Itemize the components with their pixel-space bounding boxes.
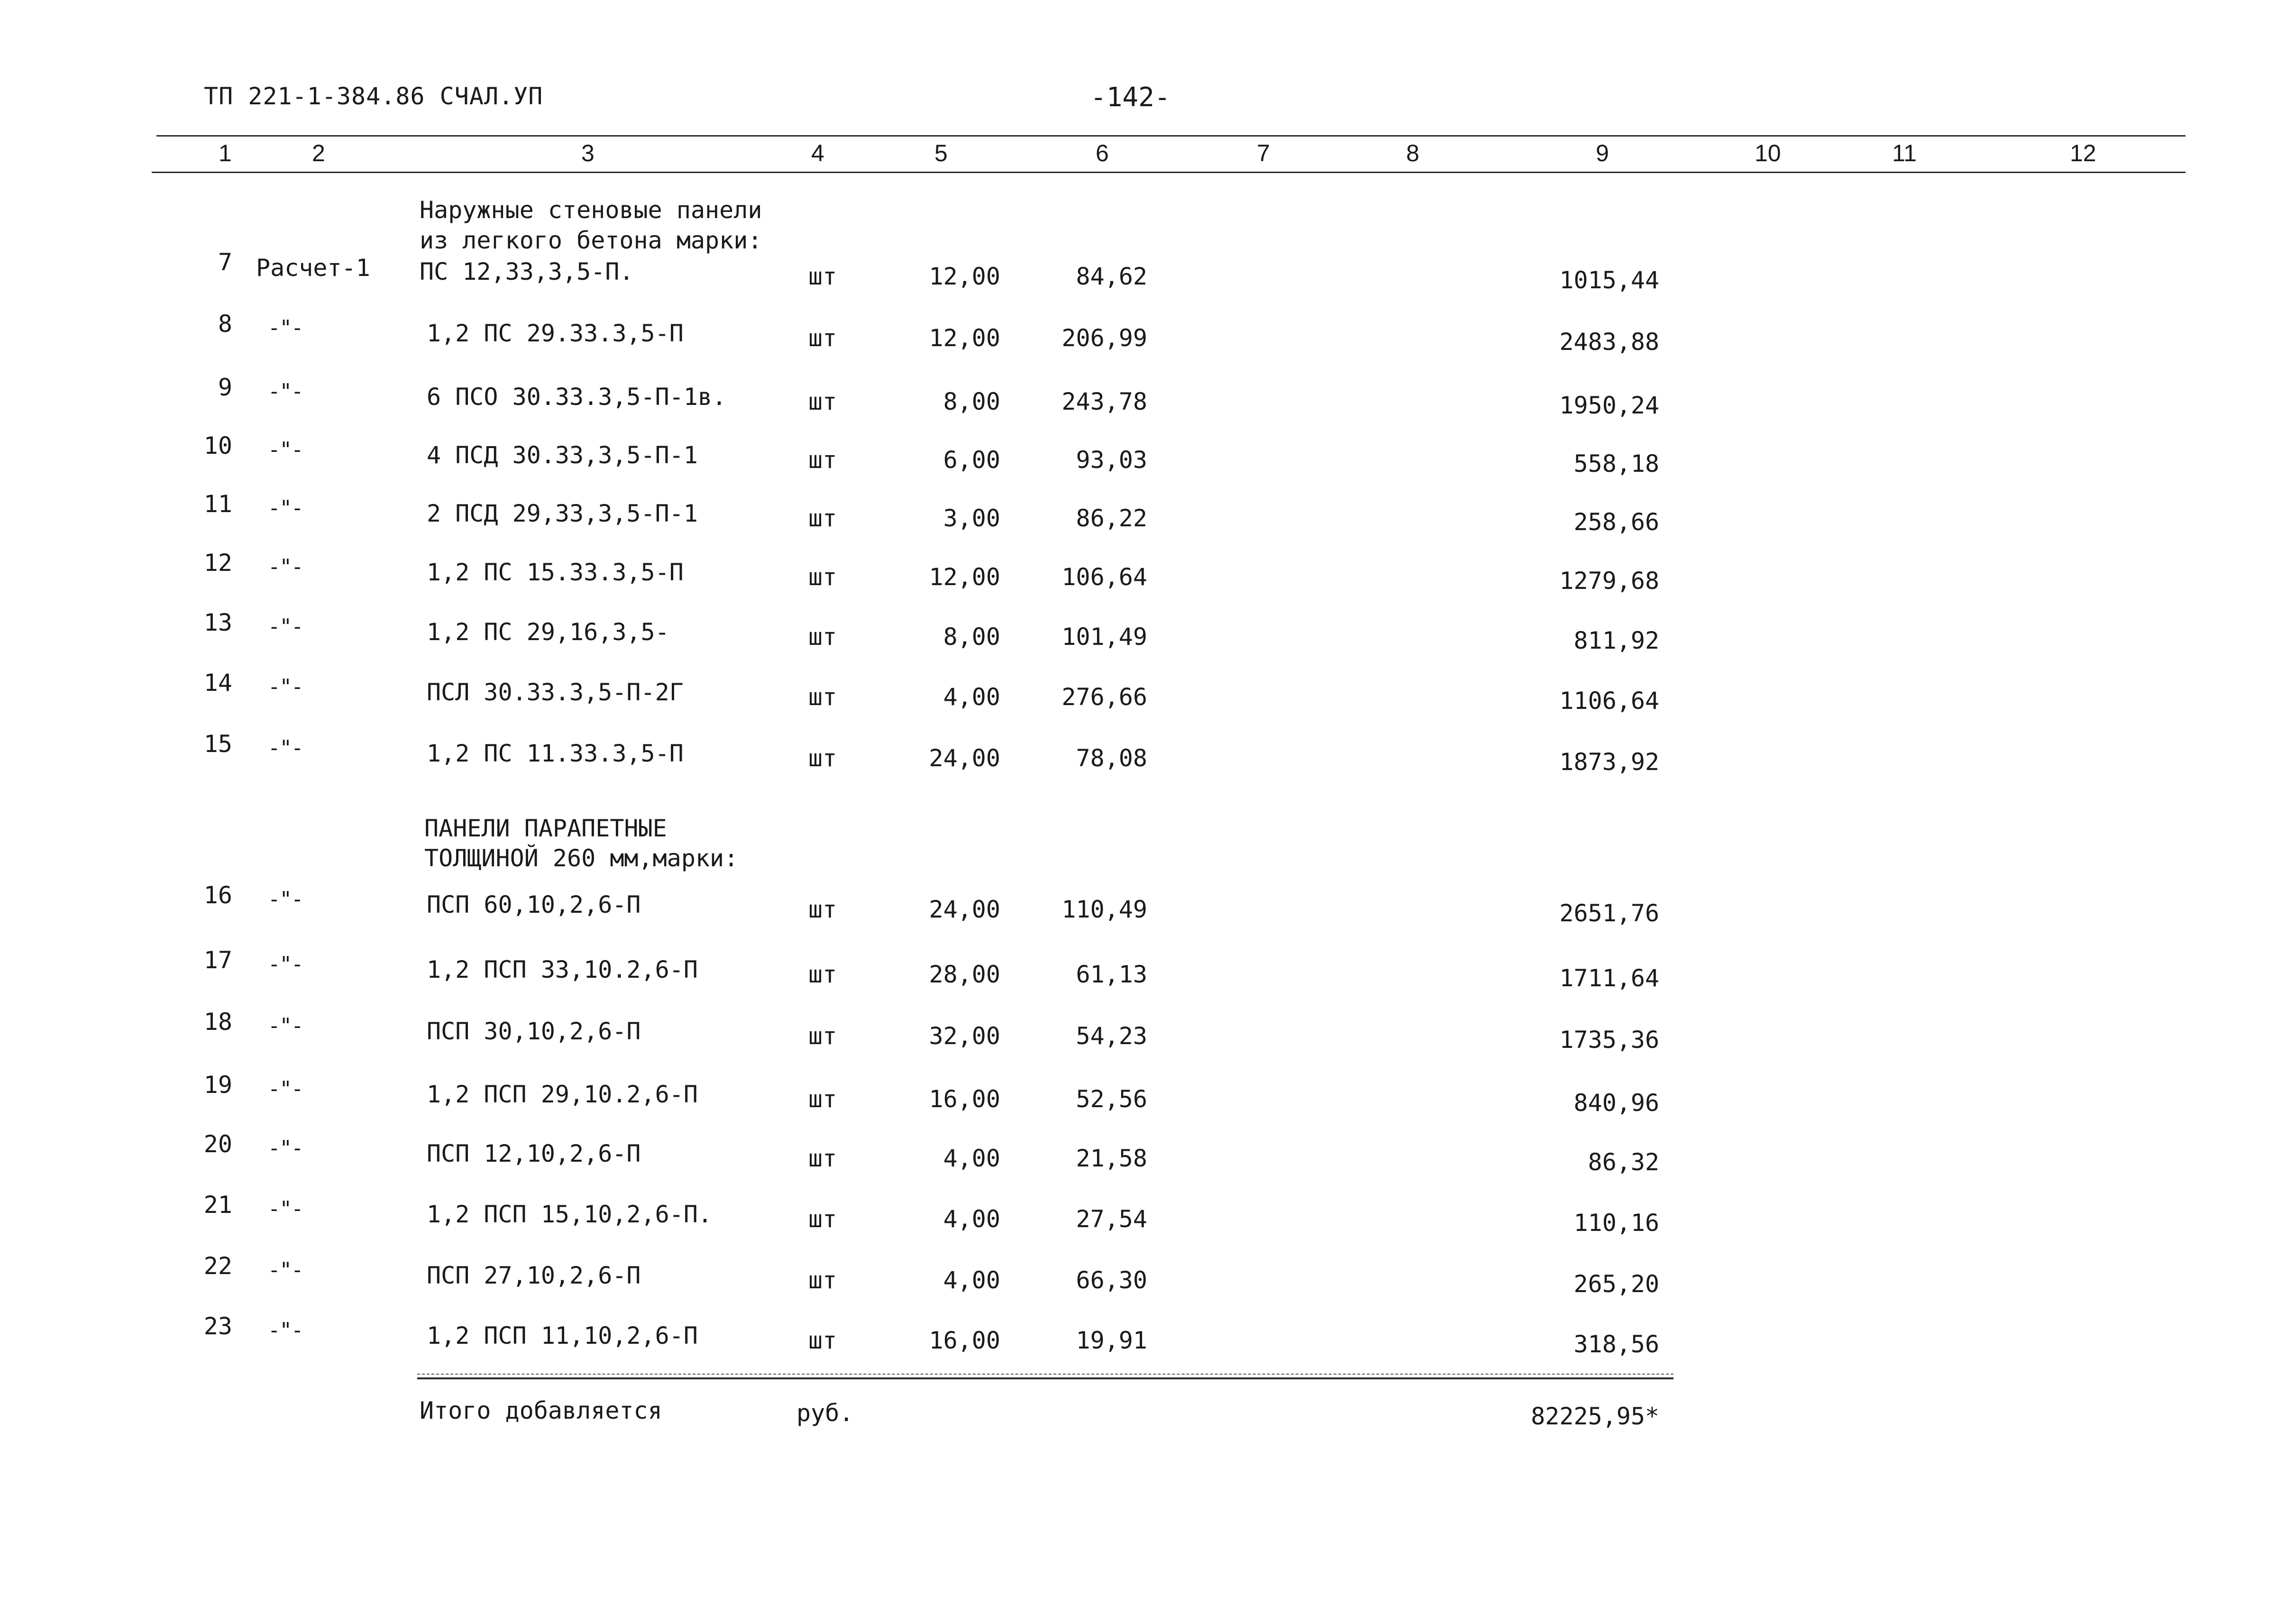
row-quantity: 8,00 xyxy=(943,623,1000,651)
row-unit: шт xyxy=(808,324,837,352)
row-quantity: 28,00 xyxy=(929,961,1000,988)
row-item-name: 1,2 ПС 29.33.3,5-П xyxy=(427,320,684,347)
column-number-3: 3 xyxy=(581,140,595,166)
row-quantity: 4,00 xyxy=(943,683,1000,711)
row-total: 1711,64 xyxy=(1559,964,1659,992)
row-unit-price: 27,54 xyxy=(1076,1205,1147,1233)
row-item-name: 4 ПСД 30.33,3,5-П-1 xyxy=(427,441,698,469)
row-basis: -"- xyxy=(268,1258,303,1282)
row-number: 12 xyxy=(203,549,232,577)
row-quantity: 12,00 xyxy=(929,563,1000,591)
row-number: 23 xyxy=(203,1312,232,1340)
row-unit-price: 78,08 xyxy=(1076,744,1147,772)
row-total: 1015,44 xyxy=(1559,266,1659,294)
row-unit: шт xyxy=(808,1085,837,1113)
column-number-5: 5 xyxy=(934,140,948,166)
row-unit: шт xyxy=(808,263,837,290)
row-basis: -"- xyxy=(268,316,303,340)
row-unit-price: 206,99 xyxy=(1061,324,1147,352)
row-item-name: ПСП 12,10,2,6-П xyxy=(427,1140,641,1167)
row-item-name: 2 ПСД 29,33,3,5-П-1 xyxy=(427,500,698,527)
row-number: 14 xyxy=(203,669,232,697)
row-number: 17 xyxy=(203,946,232,974)
row-quantity: 12,00 xyxy=(929,324,1000,352)
row-unit: шт xyxy=(808,563,837,591)
column-number-9: 9 xyxy=(1596,140,1609,166)
row-basis: -"- xyxy=(268,1077,303,1101)
row-number: 7 xyxy=(218,248,232,276)
section1-heading-line2: из легкого бетона марки: xyxy=(420,227,762,254)
page-number: -142- xyxy=(1090,82,1171,113)
row-basis: -"- xyxy=(268,736,303,760)
row-unit-price: 243,78 xyxy=(1061,388,1147,415)
column-number-6: 6 xyxy=(1096,140,1109,166)
row-total: 1950,24 xyxy=(1559,392,1659,419)
row-total: 1735,36 xyxy=(1559,1026,1659,1054)
row-item-name: 1,2 ПС 29,16,3,5- xyxy=(427,618,669,646)
row-unit: шт xyxy=(808,505,837,532)
row-unit-price: 86,22 xyxy=(1076,505,1147,532)
summary-dashed-rule xyxy=(417,1374,1674,1375)
row-number: 18 xyxy=(203,1008,232,1036)
section2-heading-line1: ПАНЕЛИ ПАРАПЕТНЫЕ xyxy=(424,815,667,842)
row-total: 1873,92 xyxy=(1559,748,1659,776)
row-unit-price: 276,66 xyxy=(1061,683,1147,711)
column-number-7: 7 xyxy=(1257,140,1270,166)
row-unit: шт xyxy=(808,623,837,651)
row-total: 265,20 xyxy=(1573,1270,1659,1298)
row-item-name: ПС 12,33,3,5-П. xyxy=(420,258,634,285)
column-number-4: 4 xyxy=(811,140,824,166)
row-unit-price: 106,64 xyxy=(1061,563,1147,591)
summary-label: Итого добавляется xyxy=(420,1397,662,1424)
row-total: 1279,68 xyxy=(1559,567,1659,595)
row-item-name: 1,2 ПСП 15,10,2,6-П. xyxy=(427,1201,713,1228)
row-quantity: 24,00 xyxy=(929,744,1000,772)
row-item-name: ПСП 30,10,2,6-П xyxy=(427,1018,641,1045)
row-basis: -"- xyxy=(268,1318,303,1342)
row-unit-price: 21,58 xyxy=(1076,1145,1147,1172)
header-bottom-rule xyxy=(152,172,2186,173)
row-item-name: ПСП 60,10,2,6-П xyxy=(427,891,641,918)
row-total: 1106,64 xyxy=(1559,687,1659,715)
row-number: 22 xyxy=(203,1252,232,1280)
section2-heading-line2: ТОЛЩИНОЙ 260 мм,марки: xyxy=(424,844,739,872)
row-basis: -"- xyxy=(268,615,303,639)
row-basis: Расчет-1 xyxy=(256,254,370,282)
row-total: 811,92 xyxy=(1573,627,1659,654)
row-number: 13 xyxy=(203,609,232,636)
row-number: 21 xyxy=(203,1191,232,1219)
row-quantity: 6,00 xyxy=(943,446,1000,474)
document-code: ТП 221-1-384.86 СЧАЛ.УП xyxy=(204,83,543,110)
section1-heading-line1: Наружные стеновые панели xyxy=(420,196,762,224)
row-quantity: 4,00 xyxy=(943,1145,1000,1172)
row-total: 258,66 xyxy=(1573,508,1659,536)
row-basis: -"- xyxy=(268,1197,303,1221)
row-total: 86,32 xyxy=(1588,1148,1659,1176)
row-number: 19 xyxy=(203,1071,232,1099)
column-number-2: 2 xyxy=(312,140,325,166)
row-number: 11 xyxy=(203,490,232,518)
row-unit-price: 19,91 xyxy=(1076,1327,1147,1354)
row-quantity: 24,00 xyxy=(929,896,1000,923)
row-basis: -"- xyxy=(268,952,303,976)
row-item-name: 6 ПСО 30.33.3,5-П-1в. xyxy=(427,383,727,411)
row-basis: -"- xyxy=(268,887,303,911)
summary-unit: руб. xyxy=(796,1399,854,1427)
row-total: 318,56 xyxy=(1573,1330,1659,1358)
column-number-8: 8 xyxy=(1406,140,1419,166)
row-number: 9 xyxy=(218,374,232,401)
row-basis: -"- xyxy=(268,555,303,579)
row-number: 16 xyxy=(203,881,232,909)
row-unit-price: 84,62 xyxy=(1076,263,1147,290)
row-quantity: 32,00 xyxy=(929,1022,1000,1050)
row-item-name: 1,2 ПСП 33,10.2,6-П xyxy=(427,956,698,983)
row-number: 8 xyxy=(218,310,232,338)
row-item-name: 1,2 ПС 15.33.3,5-П xyxy=(427,559,684,586)
column-number-10: 10 xyxy=(1755,140,1781,166)
summary-rule xyxy=(417,1377,1674,1379)
row-unit: шт xyxy=(808,1327,837,1354)
row-unit-price: 52,56 xyxy=(1076,1085,1147,1113)
row-item-name: 1,2 ПС 11.33.3,5-П xyxy=(427,740,684,767)
row-number: 15 xyxy=(203,730,232,758)
row-total: 110,16 xyxy=(1573,1209,1659,1237)
row-quantity: 12,00 xyxy=(929,263,1000,290)
column-number-12: 12 xyxy=(2070,140,2096,166)
row-quantity: 4,00 xyxy=(943,1266,1000,1294)
row-basis: -"- xyxy=(268,675,303,699)
row-total: 2483,88 xyxy=(1559,328,1659,356)
row-quantity: 8,00 xyxy=(943,388,1000,415)
row-total: 840,96 xyxy=(1573,1089,1659,1117)
row-unit: шт xyxy=(808,446,837,474)
row-unit-price: 61,13 xyxy=(1076,961,1147,988)
row-unit-price: 101,49 xyxy=(1061,623,1147,651)
row-basis: -"- xyxy=(268,379,303,404)
row-unit: шт xyxy=(808,896,837,923)
row-unit: шт xyxy=(808,1266,837,1294)
row-unit: шт xyxy=(808,961,837,988)
row-quantity: 4,00 xyxy=(943,1205,1000,1233)
row-unit: шт xyxy=(808,1022,837,1050)
row-item-name: 1,2 ПСП 11,10,2,6-П xyxy=(427,1322,698,1349)
column-number-1: 1 xyxy=(219,140,232,166)
row-item-name: ПСЛ 30.33.3,5-П-2Г xyxy=(427,679,684,706)
row-total: 558,18 xyxy=(1573,450,1659,477)
row-unit-price: 54,23 xyxy=(1076,1022,1147,1050)
row-unit: шт xyxy=(808,683,837,711)
row-unit: шт xyxy=(808,388,837,415)
row-total: 2651,76 xyxy=(1559,899,1659,927)
row-unit: шт xyxy=(808,744,837,772)
row-unit-price: 66,30 xyxy=(1076,1266,1147,1294)
row-unit-price: 93,03 xyxy=(1076,446,1147,474)
row-unit: шт xyxy=(808,1145,837,1172)
row-number: 20 xyxy=(203,1130,232,1158)
row-item-name: 1,2 ПСП 29,10.2,6-П xyxy=(427,1081,698,1108)
column-number-11: 11 xyxy=(1892,140,1917,166)
row-unit: шт xyxy=(808,1205,837,1233)
row-quantity: 3,00 xyxy=(943,505,1000,532)
row-basis: -"- xyxy=(268,496,303,520)
row-unit-price: 110,49 xyxy=(1061,896,1147,923)
row-item-name: ПСП 27,10,2,6-П xyxy=(427,1262,641,1289)
row-basis: -"- xyxy=(268,1014,303,1038)
header-top-rule xyxy=(156,135,2186,137)
row-basis: -"- xyxy=(268,1136,303,1160)
row-number: 10 xyxy=(203,432,232,459)
summary-total: 82225,95* xyxy=(1531,1403,1659,1430)
row-quantity: 16,00 xyxy=(929,1085,1000,1113)
row-quantity: 16,00 xyxy=(929,1327,1000,1354)
row-basis: -"- xyxy=(268,438,303,462)
